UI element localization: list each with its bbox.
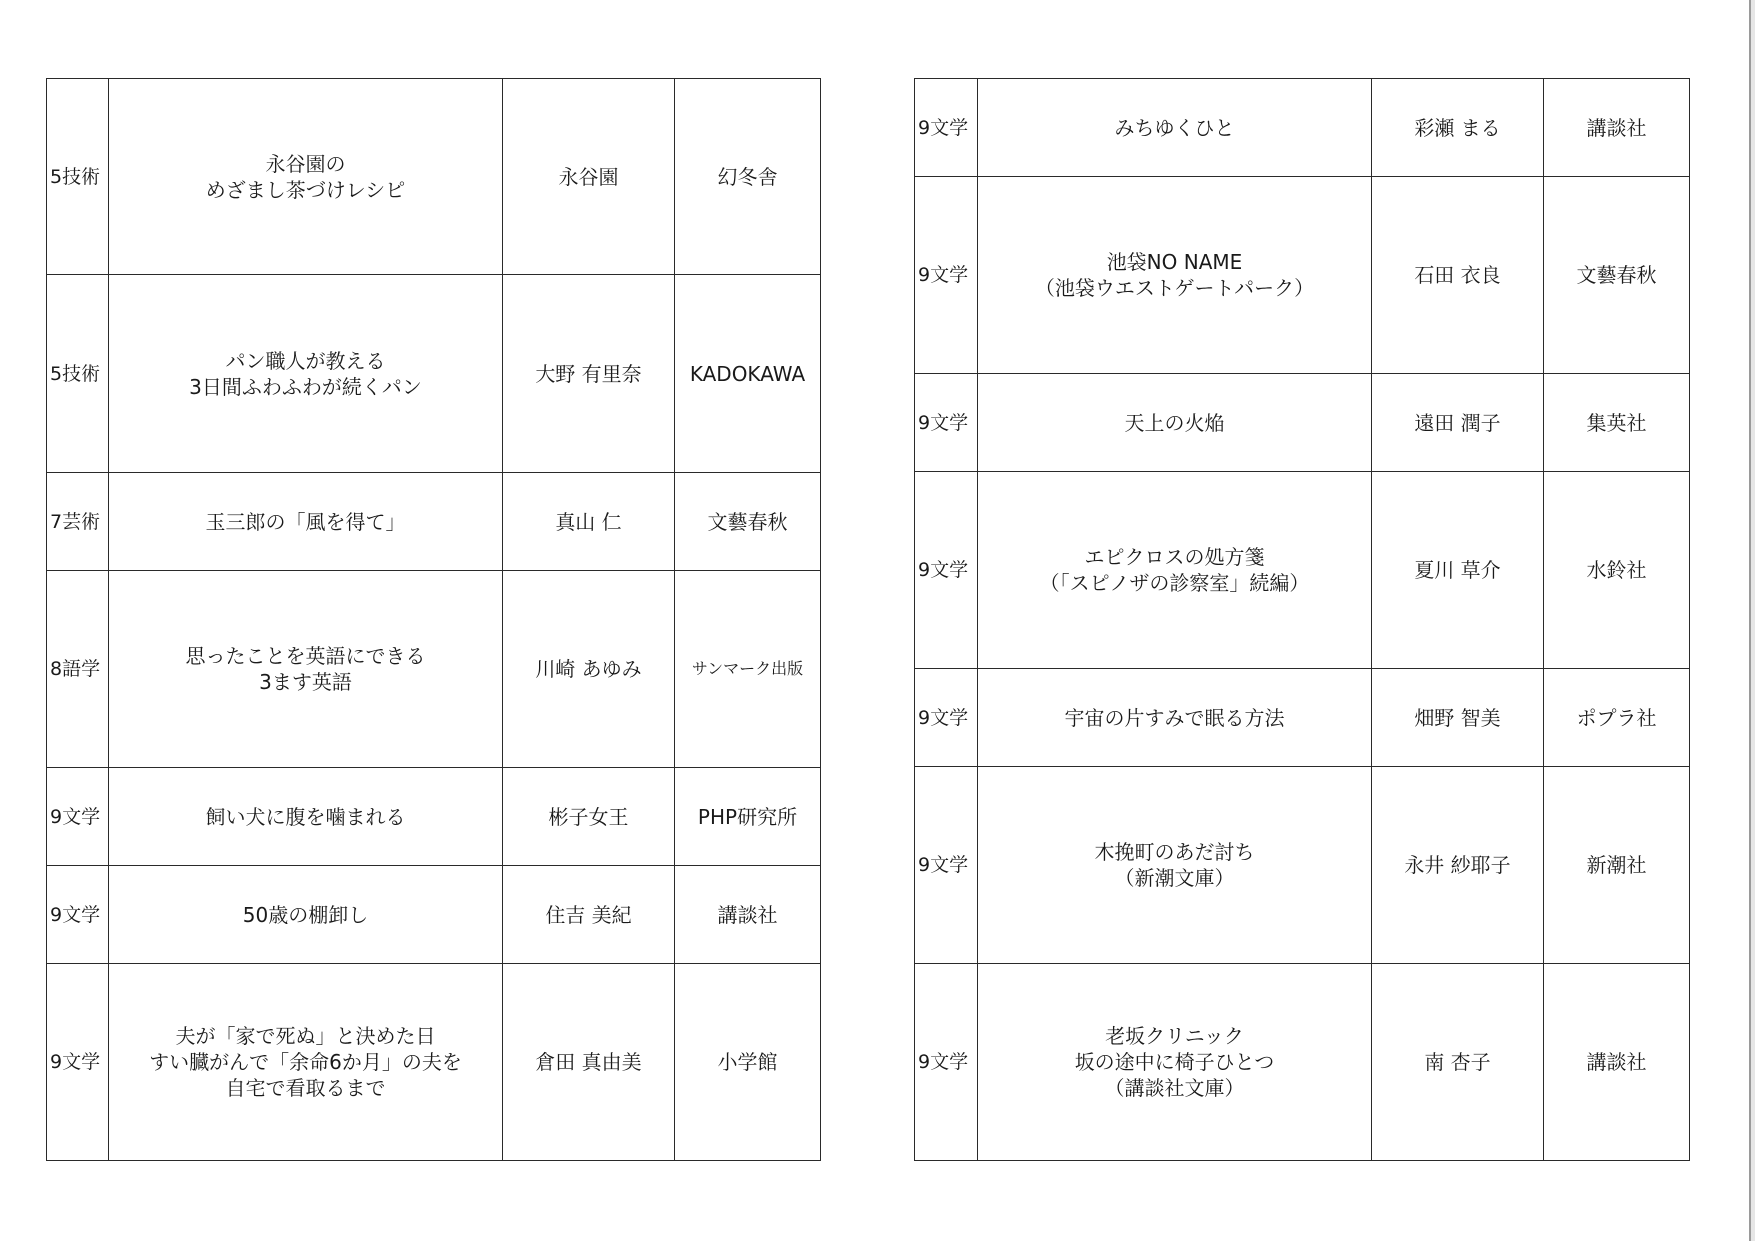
publisher-cell: 講談社	[675, 866, 821, 964]
author-cell: 畑野 智美	[1372, 669, 1544, 767]
author-cell: 彬子女王	[503, 768, 675, 866]
publisher-cell: PHP研究所	[675, 768, 821, 866]
title-cell: 思ったことを英語にできる 3ます英語	[109, 571, 503, 768]
publisher-cell: ポプラ社	[1544, 669, 1690, 767]
category-cell: 9文学	[915, 374, 978, 472]
publisher-cell: 小学館	[675, 964, 821, 1161]
publisher-cell: 新潮社	[1544, 767, 1690, 964]
category-cell: 5技術	[47, 79, 109, 275]
category-cell: 5技術	[47, 275, 109, 473]
category-cell: 9文学	[915, 767, 978, 964]
book-table-left	[46, 78, 821, 1161]
publisher-cell: 集英社	[1544, 374, 1690, 472]
category-cell: 9文学	[915, 472, 978, 669]
table-row	[47, 473, 821, 571]
author-cell: 彩瀬 まる	[1372, 79, 1544, 177]
category-cell: 9文学	[915, 669, 978, 767]
publisher-cell: KADOKAWA	[675, 275, 821, 473]
author-cell: 遠田 潤子	[1372, 374, 1544, 472]
title-cell: 飼い犬に腹を噛まれる	[109, 768, 503, 866]
title-cell: 夫が「家で死ぬ」と決めた日 すい臓がんで「余命6か月」の夫を 自宅で看取るまで	[109, 964, 503, 1161]
table-row	[47, 768, 821, 866]
category-cell: 9文学	[915, 79, 978, 177]
title-cell: 50歳の棚卸し	[109, 866, 503, 964]
category-cell: 9文学	[47, 866, 109, 964]
publisher-cell: 文藝春秋	[1544, 177, 1690, 374]
table-row	[47, 964, 821, 1161]
publisher-cell: サンマーク出版	[675, 571, 821, 768]
publisher-cell: 講談社	[1544, 964, 1690, 1161]
author-cell: 永谷園	[503, 79, 675, 275]
table-row	[47, 571, 821, 768]
author-cell: 倉田 真由美	[503, 964, 675, 1161]
book-table-right	[914, 78, 1690, 1161]
title-cell: みちゆくひと	[978, 79, 1372, 177]
publisher-cell: 幻冬舎	[675, 79, 821, 275]
table-row	[915, 669, 1690, 767]
title-cell: 永谷園の めざまし茶づけレシピ	[109, 79, 503, 275]
category-cell: 8語学	[47, 571, 109, 768]
category-cell: 9文学	[47, 964, 109, 1161]
page-edge-border	[1749, 0, 1755, 1241]
title-cell: 玉三郎の「風を得て」	[109, 473, 503, 571]
author-cell: 大野 有里奈	[503, 275, 675, 473]
author-cell: 夏川 草介	[1372, 472, 1544, 669]
table-row	[915, 374, 1690, 472]
category-cell: 9文学	[915, 177, 978, 374]
author-cell: 住吉 美紀	[503, 866, 675, 964]
publisher-cell: 文藝春秋	[675, 473, 821, 571]
title-cell: 宇宙の片すみで眠る方法	[978, 669, 1372, 767]
table-row	[915, 767, 1690, 964]
publisher-cell: 水鈴社	[1544, 472, 1690, 669]
table-row	[47, 79, 821, 275]
publisher-cell: 講談社	[1544, 79, 1690, 177]
table-row	[47, 866, 821, 964]
category-cell: 7芸術	[47, 473, 109, 571]
author-cell: 南 杏子	[1372, 964, 1544, 1161]
title-cell: 老坂クリニック 坂の途中に椅子ひとつ （講談社文庫）	[978, 964, 1372, 1161]
author-cell: 石田 衣良	[1372, 177, 1544, 374]
category-cell: 9文学	[47, 768, 109, 866]
author-cell: 永井 紗耶子	[1372, 767, 1544, 964]
author-cell: 川崎 あゆみ	[503, 571, 675, 768]
table-row	[915, 964, 1690, 1161]
title-cell: エピクロスの処方箋 （「スピノザの診察室」続編）	[978, 472, 1372, 669]
category-cell: 9文学	[915, 964, 978, 1161]
table-row	[915, 79, 1690, 177]
table-row	[915, 177, 1690, 374]
author-cell: 真山 仁	[503, 473, 675, 571]
table-row	[47, 275, 821, 473]
table-row	[915, 472, 1690, 669]
title-cell: 池袋NO NAME （池袋ウエストゲートパーク）	[978, 177, 1372, 374]
title-cell: パン職人が教える 3日間ふわふわが続くパン	[109, 275, 503, 473]
title-cell: 天上の火焔	[978, 374, 1372, 472]
title-cell: 木挽町のあだ討ち （新潮文庫）	[978, 767, 1372, 964]
